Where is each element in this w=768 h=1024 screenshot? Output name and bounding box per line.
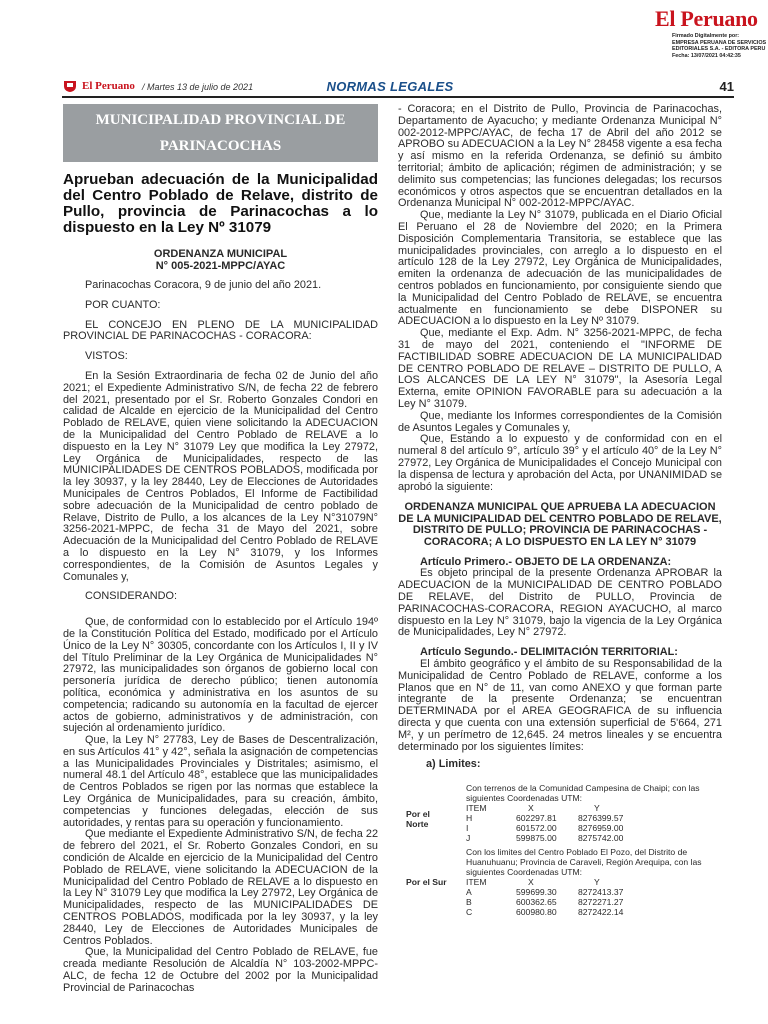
table-cell: 8272422.14 xyxy=(578,907,624,918)
table-cell: 8272271.27 xyxy=(578,897,624,908)
table-cell: C xyxy=(466,907,473,918)
por-cuanto: POR CUANTO: xyxy=(85,298,161,311)
left-column xyxy=(63,104,378,995)
table-cell: 8275742.00 xyxy=(578,833,624,844)
right-column xyxy=(398,104,722,963)
article-text: El ámbito geográfico y el ámbito de su Responsabilidad de la Municipalidad de Centro Poblado de RELAVE, conforme a los Planos que en N° de 11, van como ANEXO y que forman parte integrante de la presente Ordenanza; se encuentran DETERMINADA por el AREA GEOGRAFICA de su influencia directa y que cuenta con una extensión superficial de 5'664, 271 M², y un perímetro de 12,645. 24 metros lineales y se encuentra determinado por los siguientes límites: xyxy=(398,658,722,753)
article-headline: Aprueban adecuación de la Municipalidad del Centro Poblado de Relave, distrito de Pullo, provincia de Parinacochas a lo dispuesto en la Ley Nº 31079 xyxy=(63,171,378,236)
table-cell: 8272413.37 xyxy=(578,887,624,898)
article-title: Artículo Primero.- OBJETO DE LA ORDENANZA: xyxy=(420,555,672,568)
table-cell: H xyxy=(466,813,473,824)
table-header: X xyxy=(528,803,534,814)
paragraph: - Coracora; en el Distrito de Pullo, Provincia de Parinacochas, Departamento de Ayacucho; y mediante Ordenanza Municipal N° 002-2012-MPPC/AYAC, de fecha 17 de Abril del año 2012 se APROBO su ADECUACION a la Ley N° 28458 vigente a esa fecha y así mismo en la referida Ordenanza, se definió su ámbito territorial; ámbito de aplicación; régimen de administración; y se delimito sus competencias; las funciones delegadas; los recursos económicos y otros aspectos que se encuentran detallados en la Ordenanza Municipal N° 002-2012-MPPC/AYAC. xyxy=(398,103,722,210)
table-header: ITEM xyxy=(466,877,487,888)
table-header: X xyxy=(528,877,534,888)
section-title: NORMAS LEGALES xyxy=(326,79,454,94)
signature-line: EMPRESA PERUANA DE SERVICIOS xyxy=(672,39,767,46)
concejo-text: EL CONCEJO EN PLENO DE LA MUNICIPALIDAD PROVINCIAL DE PARINACOCHAS - CORACORA: xyxy=(63,318,378,343)
table-cell: J xyxy=(466,833,471,844)
signature-line: Fecha: 13/07/2021 04:42:35 xyxy=(672,52,741,59)
north-label: Norte xyxy=(406,819,429,830)
brand-logo: El Peruano xyxy=(655,6,758,31)
paragraph: Que, la Municipalidad del Centro Poblado de RELAVE, fue creada mediante Resolución de Alcaldía N° 103-2002-MPPC-ALC, de fecha 12 de Octubre del 2002 por la Municipalidad Provincial de Parinacochas xyxy=(63,946,378,994)
table-cell: I xyxy=(466,823,469,834)
considerando-heading: CONSIDERANDO: xyxy=(85,590,177,603)
south-description: Con los limites del Centro Poblado El Pozo, del Distrito de Huanuhuanu; Provincia de Caraveli, Región Arequipa, con las siguientes Coordenadas UTM: xyxy=(466,847,702,878)
table-cell: 599875.00 xyxy=(516,833,557,844)
table-cell: 8276959.00 xyxy=(578,823,624,834)
ordinance-heading: ORDENANZA MUNICIPAL QUE APRUEBA LA ADECUACION DE LA MUNICIPALIDAD DEL CENTRO POBLADO DE RELAVE, DISTRITO DE PULLO; PROVINCIA DE PARINACOCHAS - CORACORA; A LO DISPUESTO EN LA LEY N° 31079 xyxy=(398,501,722,549)
paragraph: Que mediante el Expediente Administrativo S/N, de fecha 22 de febrero del 2021, el Sr. Roberto Gonzales Condori, en su condición de Alcalde en ejercicio de la Municipalidad del Centro Poblado de RELAVE, viene solicitando la ADECUACION de la Municipalidad del Centro Poblado de RELAVE a lo dispuesto en la Ley N° 31079 Ley que modifica la Ley 27972, Ley Orgánica de Municipalidades, respecto de las MUNICIPALIDADES DE CENTROS POBLADOS, modificada por la ley 30937, y la ley 28440, Ley de Elecciones de Autoridades Municipales de Centros Poblados. xyxy=(63,828,378,947)
table-cell: 600362.65 xyxy=(516,897,557,908)
page-number: 41 xyxy=(719,79,734,94)
table-cell: 601572.00 xyxy=(516,823,557,834)
municipality-banner: MUNICIPALIDAD PROVINCIAL DE PARINACOCHAS xyxy=(63,104,378,162)
paragraph: Que, Estando a lo expuesto y de conformidad con en el numeral 8 del artículo 9°, artículo 39° y el artículo 40° de la Ley N° 27972, Ley Orgánica de Municipalidades el Concejo Municipal con la dispensa de lectura y aprobación del Acta, por UNANIMIDAD se aprobó la siguiente: xyxy=(398,433,722,493)
vistos-heading: VISTOS: xyxy=(85,350,128,363)
place-date: Parinacochas Coracora, 9 de junio del año 2021. xyxy=(85,279,322,291)
table-cell: B xyxy=(466,897,472,908)
signature-line: Firmado Digitalmente por: xyxy=(672,33,740,39)
paragraph: Que, mediante el Exp. Adm. N° 3256-2021-MPPC, de fecha 31 de mayo del 2021, conteniendo el "INFORME DE FACTIBILIDAD SOBRE ADECUACION DE LA MUNICIPALIDAD DE CENTRO POBLADO DE RELAVE – DISTRITO DE PULLO, A LOS ALCANCES DE LA LEY N° 31079", la Asesoría Legal Externa, emite OPINION FAVORABLE para su adecuación a la Ley N° 31079. xyxy=(398,327,722,410)
signature-line: EDITORIALES S.A. - EDITORA PERU xyxy=(672,46,766,53)
paragraph: Que, de conformidad con lo establecido por el Artículo 194º de la Constitución Política del Estado, modificado por el Artículo Único de la Ley N° 30305, concordante con los Artículos I, II y IV del Título Preliminar de la Ley Orgánica de Municipalidades N° 27972, las municipalidades son órganos de gobierno local con personería jurídica de derecho público; tienen autonomía política, económica y administrativa en los asuntos de su competencia; radicando su autonomía en la facultad de ejercer actos de gobierno, administrativos y de administración, con sujeción al ordenamiento jurídico. xyxy=(63,616,378,735)
north-label: Por el xyxy=(406,809,430,820)
table-cell: 599699.30 xyxy=(516,887,557,898)
south-label: Por el Sur xyxy=(406,877,447,888)
paragraph: En la Sesión Extraordinaria de fecha 02 de Junio del año 2021; el Expediente Administrativo S/N, de fecha 22 de febrero del 2021, presentado por el Sr. Roberto Gonzales Condori en calidad de Alcalde en ejercicio de la Municipalidad del Centro Poblado de RELAVE, quien viene solicitando la ADECUACION de la Municipalidad del Centro Poblado de RELAVE a lo dispuesto en la Ley N° 31079 Ley que modifica la Ley 27972, Ley Orgánica de Municipalidades, respecto de las MUNICIPALIDADES DE CENTROS POBLADOS, modificada por la ley 30937, y la ley 28440, Ley de Elecciones de Autoridades Municipales de Centros Poblados, El Informe de Factibilidad sobre adecuación de la Municipalidad de centro poblado de Relave, Distrito de Pullo, a los alcances de la Ley N°31079N° 3256-2021-MPPC, de fecha 31 de Mayo del 2021, sobre Adecuación de la Municipalidad del Centro Poblado de RELAVE a lo dispuesto en la Ley N° 31079, y los Informes correspondientes, de la Comisión de Asuntos Legales y Comunales y, xyxy=(63,369,378,583)
ordinance-number: N° 005-2021-MPPC/AYAC xyxy=(155,260,286,272)
table-cell: 8276399.57 xyxy=(578,813,624,824)
limits-table xyxy=(398,783,722,963)
header-brand: El Peruano xyxy=(82,80,135,92)
header-divider xyxy=(62,96,734,98)
digital-signature xyxy=(672,33,768,59)
article-text: Es objeto principal de la presente Ordenanza APROBAR la ADECUACION de la MUNICIPALIDAD DE CENTRO POBLADO DE RELAVE, del Distrito de PULLO, Provincia de PARINACOCHAS-CORACORA, REGION AYACUCHO, al marco dispuesto en la Ley N° 31079, bajo la vigencia de la Ley Orgánica de Municipalidades, Ley N° 27972. xyxy=(398,567,722,639)
table-header: ITEM xyxy=(466,803,487,814)
header-date: / Martes 13 de julio de 2021 xyxy=(142,82,254,92)
table-cell: 600980.80 xyxy=(516,907,557,918)
shield-icon xyxy=(63,80,77,92)
limits-heading: a) Limites: xyxy=(426,758,481,771)
paragraph: Que, mediante la Ley N° 31079, publicada en el Diario Oficial El Peruano el 28 de Noviembre del 2020; en la Primera Disposición Complementaria Transitoria, se establece que las municipalidades provinciales, con arreglo a lo dispuesto en el artículo 128 de la Ley 27972, Ley Orgánica de Municipalidades, emiten la ordenanza de adecuación de las municipalidades de centros poblados en funcionamiento, por consiguiente siendo que la Municipalidad del Centro Poblado de RELAVE, se encuentra actualmente en funcionamiento se debe DISPONER su ADECUACION a lo dispuesto en la Ley Nº 31079. xyxy=(398,209,722,328)
table-cell: 602297.81 xyxy=(516,813,557,824)
paragraph: Que, la Ley N° 27783, Ley de Bases de Descentralización, en sus Artículos 41° y 42°, señala la asignación de competencias a las Municipalidades Provinciales y Distritales; asimismo, el numeral 48.1 del Artículo 48°, establece que las municipalidades de Centros Poblados se rigen por las normas que establece la Ley Orgánica de Municipalidades, para su creación, ámbito, competencias y funciones delegadas, elección de sus autoridades, y rentas para su operación y funcionamiento. xyxy=(63,734,378,829)
table-header: Y xyxy=(594,803,600,814)
ordinance-title xyxy=(63,248,378,272)
table-header: Y xyxy=(594,877,600,888)
table-cell: A xyxy=(466,887,472,898)
ordinance-label: ORDENANZA MUNICIPAL xyxy=(153,248,288,260)
paragraph: Que, mediante los Informes correspondientes de la Comisión de Asuntos Legales y Comunales y, xyxy=(398,409,722,434)
article-title: Artículo Segundo.- DELIMITACIÓN TERRITORIAL: xyxy=(420,646,678,659)
north-description: Con terrenos de la Comunidad Campesina de Chaipi; con las siguientes Coordenadas UTM: xyxy=(466,783,700,804)
